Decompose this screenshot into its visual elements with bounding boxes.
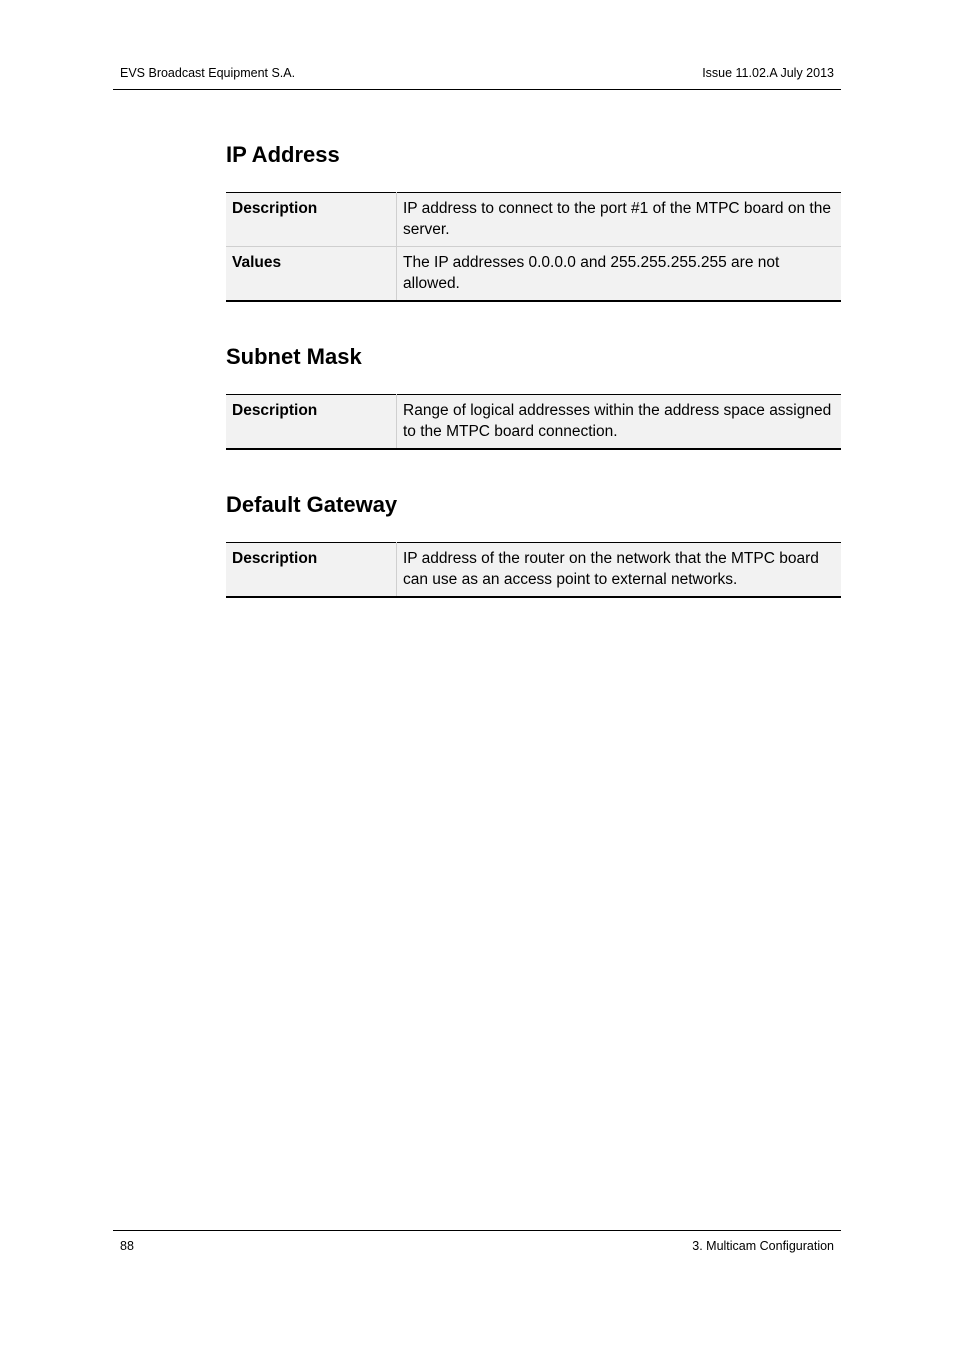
page-content bbox=[226, 140, 841, 598]
header-company: EVS Broadcast Equipment S.A. bbox=[120, 66, 296, 80]
row-label: Description bbox=[226, 543, 397, 598]
section-title: Default Gateway bbox=[226, 492, 398, 517]
table-row bbox=[226, 193, 841, 247]
header-issue: Issue 11.02.A July 2013 bbox=[702, 66, 834, 80]
table-row bbox=[226, 247, 841, 302]
parameter-table bbox=[226, 542, 841, 598]
row-value: Range of logical addresses within the address space assigned to the MTPC board connection. bbox=[397, 395, 842, 450]
table-row bbox=[226, 543, 841, 598]
row-label: Description bbox=[226, 395, 397, 450]
section-subnet-mask bbox=[226, 342, 841, 450]
row-label: Description bbox=[226, 193, 397, 247]
row-value: IP address to connect to the port #1 of the MTPC board on the server. bbox=[397, 193, 842, 247]
row-value: The IP addresses 0.0.0.0 and 255.255.255.255 are not allowed. bbox=[397, 247, 842, 302]
section-title: Subnet Mask bbox=[226, 344, 362, 369]
section-default-gateway bbox=[226, 490, 841, 598]
page-number: 88 bbox=[120, 1239, 134, 1253]
row-value: IP address of the router on the network that the MTPC board can use as an access point to external networks. bbox=[397, 543, 842, 598]
row-label: Values bbox=[226, 247, 397, 302]
page-footer bbox=[113, 1230, 841, 1256]
section-title: IP Address bbox=[226, 142, 340, 167]
section-ip-address bbox=[226, 140, 841, 302]
footer-chapter: 3. Multicam Configuration bbox=[692, 1239, 834, 1253]
parameter-table bbox=[226, 394, 841, 450]
parameter-table bbox=[226, 192, 841, 302]
page-header bbox=[113, 64, 841, 90]
table-row bbox=[226, 395, 841, 450]
